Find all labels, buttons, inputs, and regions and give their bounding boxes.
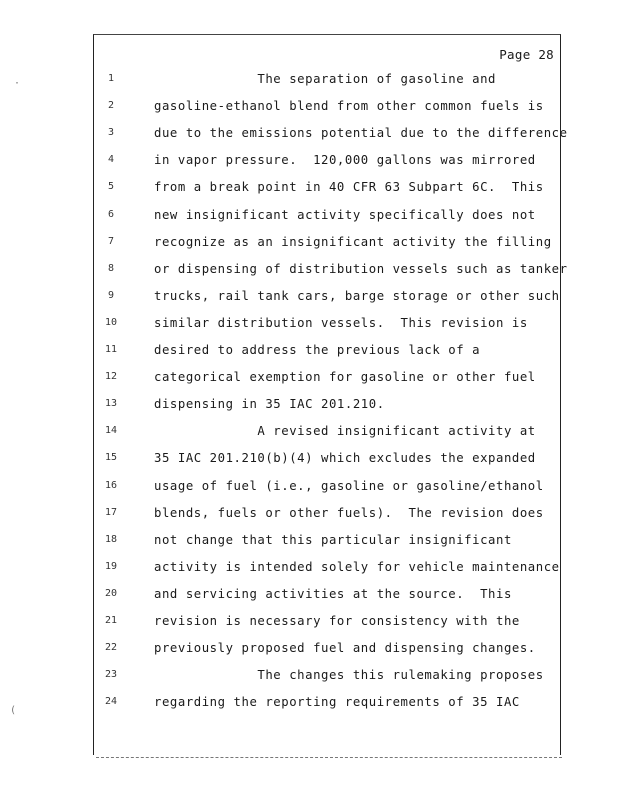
transcript-line: blends, fuels or other fuels). The revision does — [154, 505, 544, 520]
line-number: 4 — [107, 154, 115, 166]
transcript-line: desired to address the previous lack of a — [154, 343, 481, 357]
transcript-line: or dispensing of distribution vessels such as tanker — [154, 261, 568, 276]
line-number: 7 — [107, 235, 115, 247]
line-number: 15 — [104, 452, 118, 464]
transcript-line: from a break point in 40 CFR 63 Subpart 6C. This — [154, 180, 544, 195]
line-number: 18 — [104, 533, 118, 545]
transcript-line: categorical exemption for gasoline or other fuel — [154, 370, 536, 385]
transcript-line: due to the emissions potential due to the difference — [154, 126, 568, 141]
line-number: 6 — [107, 208, 115, 220]
line-number: 23 — [104, 669, 118, 681]
transcript-line: new insignificant activity specifically does not — [154, 207, 536, 222]
transcript-line: A revised insignificant activity at — [154, 424, 536, 439]
transcript-line: recognize as an insignificant activity the filling — [154, 234, 552, 249]
line-number: 13 — [104, 398, 118, 410]
line-number: 20 — [104, 587, 118, 599]
transcript-line: not change that this particular insignificant — [154, 532, 512, 547]
line-number: 17 — [104, 506, 118, 518]
margin-mark: ( — [10, 705, 17, 716]
line-number: 19 — [104, 560, 118, 572]
transcript-line: similar distribution vessels. This revision is — [154, 315, 528, 330]
transcript-line: regarding the reporting requirements of 35 IAC — [154, 695, 520, 710]
line-number: 3 — [107, 127, 115, 139]
transcript-line: gasoline-ethanol blend from other common fuels is — [154, 99, 544, 114]
line-number: 9 — [107, 289, 115, 301]
line-number: 14 — [104, 425, 118, 437]
line-number: 12 — [104, 371, 118, 383]
line-number: 11 — [104, 344, 118, 355]
line-number: 21 — [104, 615, 118, 626]
line-number: 10 — [104, 316, 118, 328]
transcript-line: The changes this rulemaking proposes — [154, 668, 544, 683]
transcript-line: in vapor pressure. 120,000 gallons was mirrored — [154, 153, 536, 168]
transcript-line: 35 IAC 201.210(b)(4) which excludes the expanded — [154, 451, 536, 466]
transcript-line: dispensing in 35 IAC 201.210. — [154, 397, 385, 412]
transcript-line: previously proposed fuel and dispensing changes. — [154, 641, 536, 656]
line-number: 2 — [107, 100, 115, 112]
transcript-line: The separation of gasoline and — [154, 72, 496, 86]
transcript-line: revision is necessary for consistency with the — [154, 614, 520, 628]
page-number: Page 28 — [499, 47, 554, 62]
line-number: 8 — [107, 262, 115, 274]
line-number: 5 — [107, 181, 115, 193]
transcript-line: trucks, rail tank cars, barge storage or other such — [154, 288, 560, 303]
margin-mark: · — [14, 78, 21, 89]
transcript-line: activity is intended solely for vehicle maintenance — [154, 559, 560, 574]
bottom-rule — [96, 757, 562, 758]
line-number: 1 — [107, 73, 115, 84]
transcript-line: usage of fuel (i.e., gasoline or gasoline/ethanol — [154, 478, 544, 493]
line-number: 24 — [104, 696, 118, 708]
line-number: 22 — [104, 642, 118, 654]
line-number: 16 — [104, 479, 118, 491]
transcript-line: and servicing activities at the source. This — [154, 586, 512, 601]
